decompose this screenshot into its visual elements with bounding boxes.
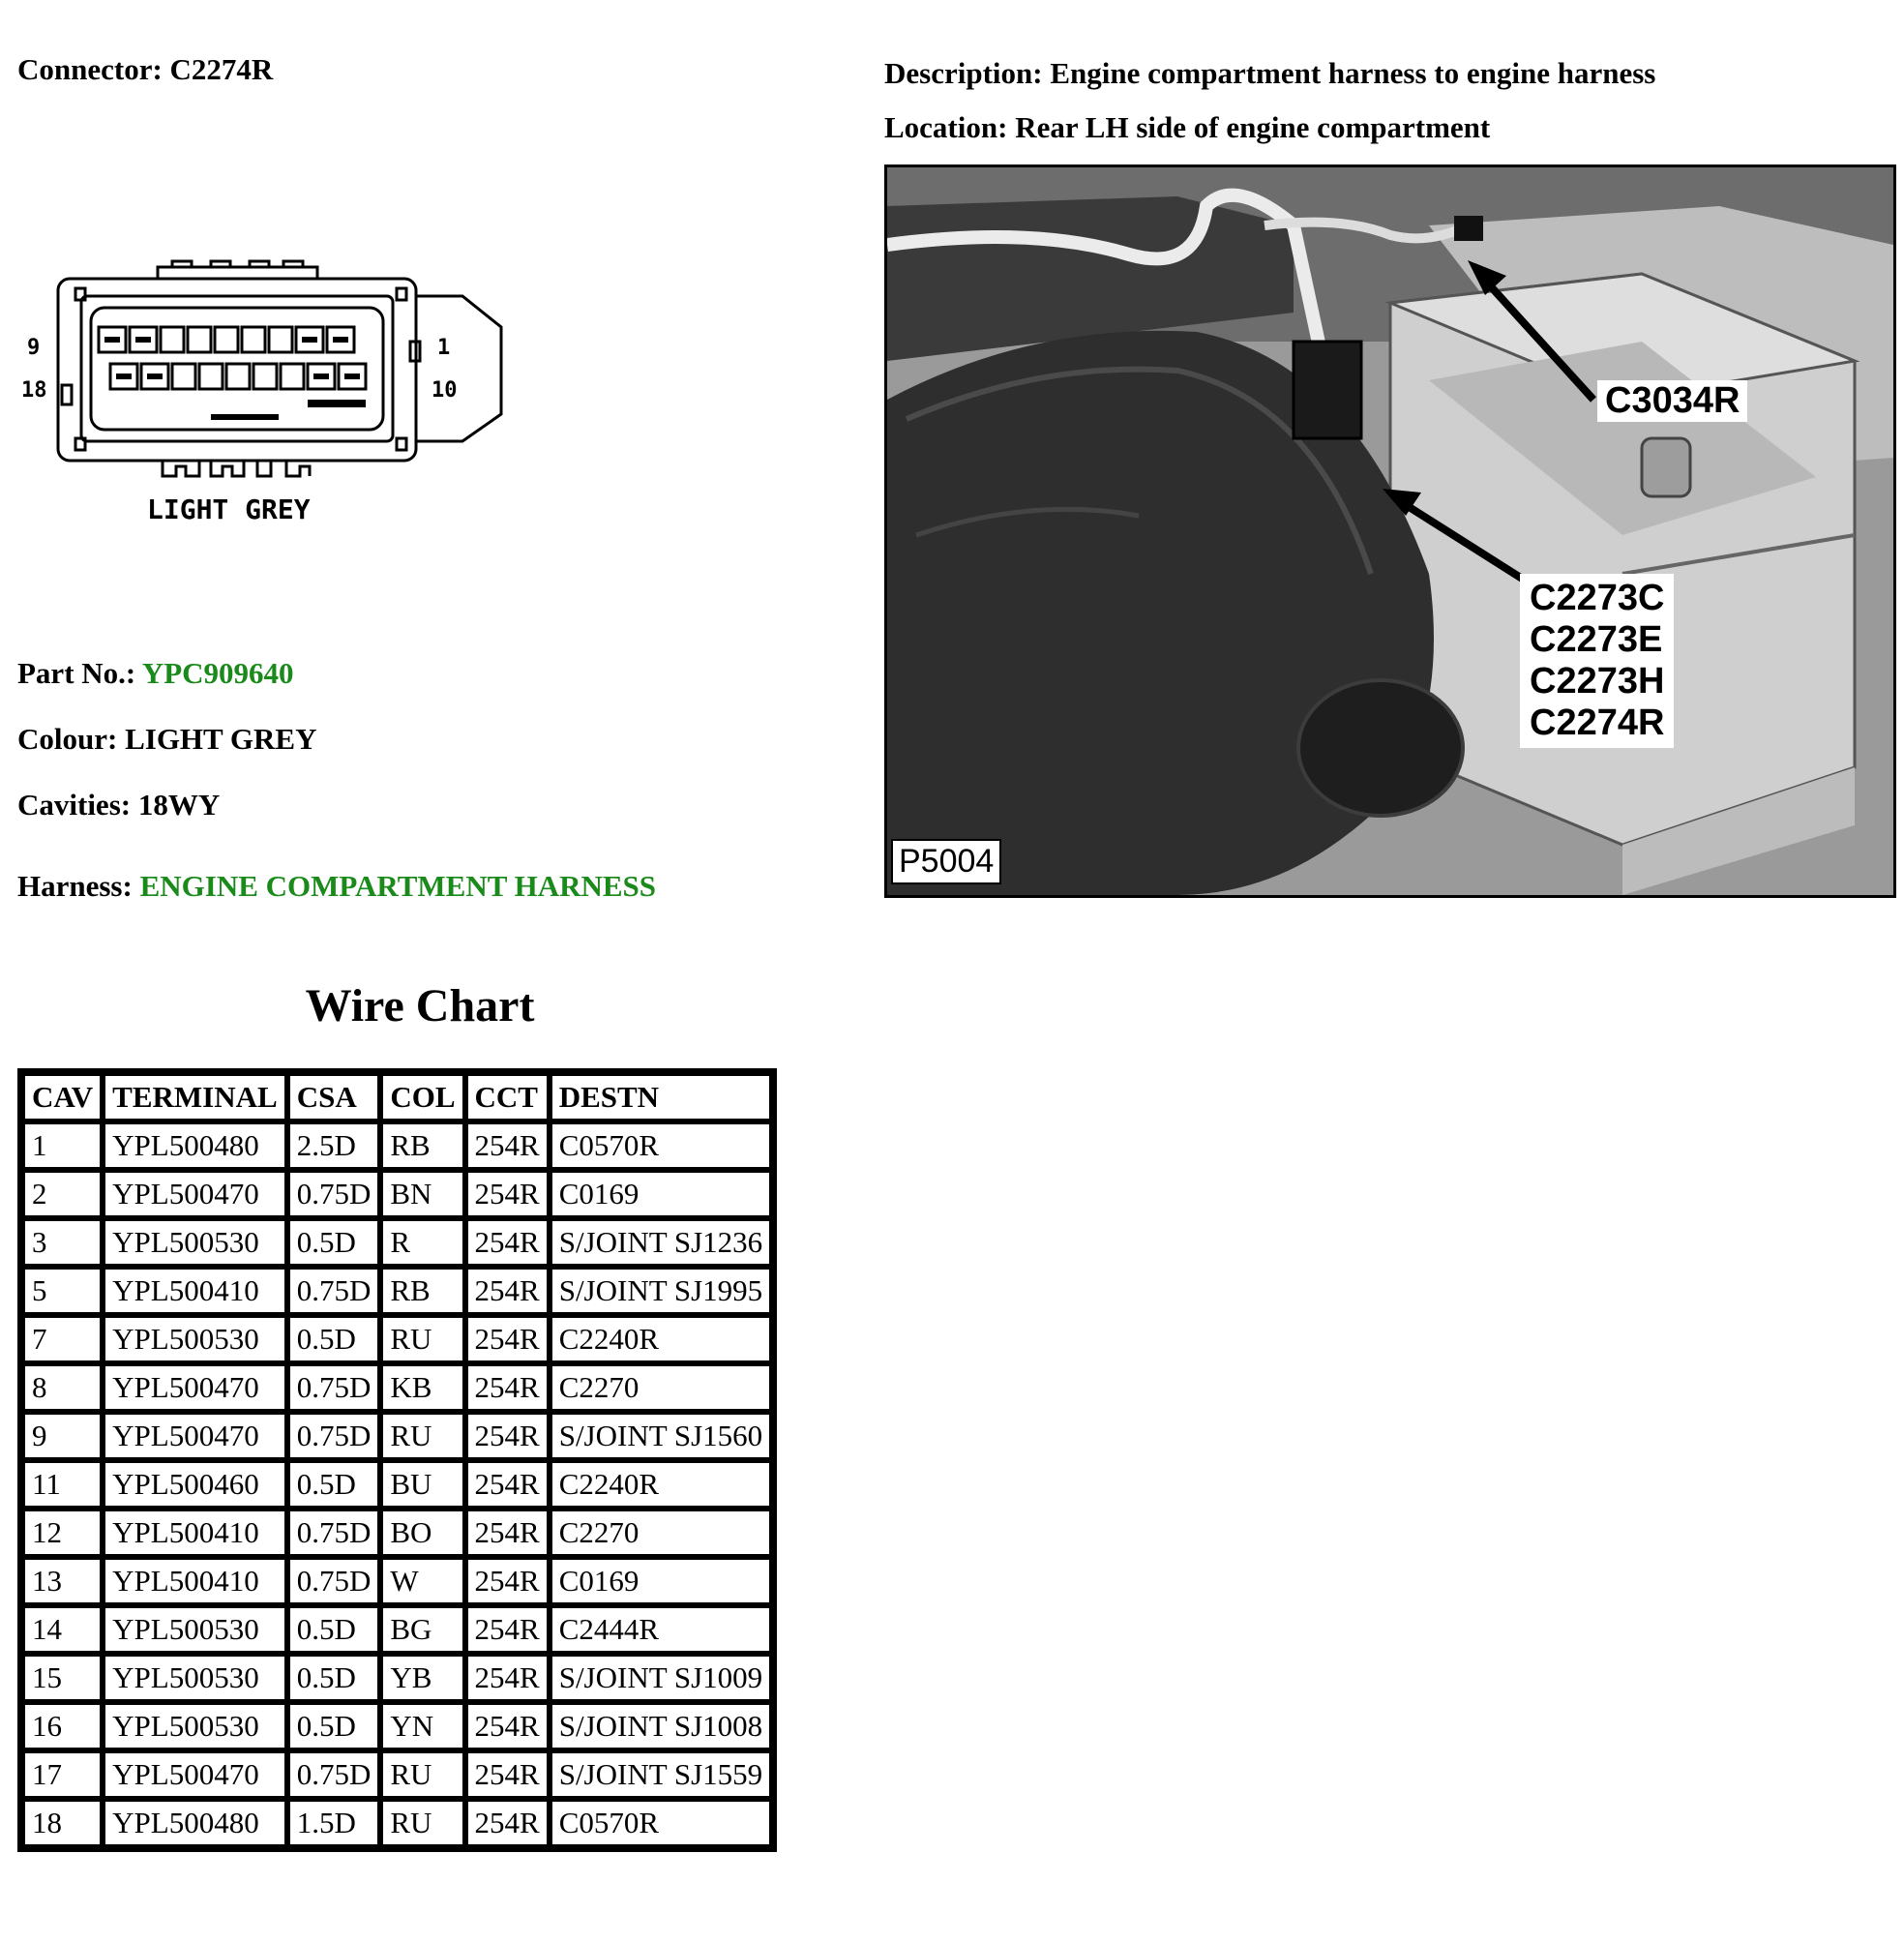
cell-destn: S/JOINT SJ1236 [550, 1218, 772, 1267]
cell-destn: S/JOINT SJ1559 [550, 1750, 772, 1799]
cell-csa: 0.75D [287, 1267, 381, 1315]
engine-bay-illustration [887, 167, 1893, 895]
cell-cav: 17 [22, 1750, 103, 1799]
location-line [884, 110, 1490, 145]
cell-csa: 0.5D [287, 1460, 381, 1509]
cell-destn: C2270 [550, 1363, 772, 1412]
connector-id: C2274R [169, 52, 274, 86]
cell-cct: 254R [465, 1267, 550, 1315]
connector-label: Connector: [17, 52, 163, 86]
figure-id: P5004 [891, 839, 1001, 884]
cell-cav: 2 [22, 1170, 103, 1218]
cell-terminal: YPL500530 [103, 1702, 287, 1750]
part-no-link[interactable]: YPC909640 [141, 656, 294, 690]
cell-col: RU [380, 1799, 464, 1847]
location-label: Location: [884, 110, 1008, 144]
cell-destn: C2240R [550, 1460, 772, 1509]
cell-destn: C2240R [550, 1315, 772, 1363]
cell-cav: 11 [22, 1460, 103, 1509]
cell-terminal: YPL500530 [103, 1315, 287, 1363]
pin-label-10: 10 [431, 378, 458, 403]
cell-col: W [380, 1557, 464, 1605]
callout-connector-id: C2273C [1530, 578, 1665, 618]
cell-csa: 0.5D [287, 1605, 381, 1654]
cell-cct: 254R [465, 1218, 550, 1267]
cell-cct: 254R [465, 1460, 550, 1509]
table-row [22, 1460, 772, 1509]
cell-cct: 254R [465, 1363, 550, 1412]
cell-cav: 14 [22, 1605, 103, 1654]
cell-destn: C0169 [550, 1170, 772, 1218]
cell-csa: 0.75D [287, 1509, 381, 1557]
cell-cav: 13 [22, 1557, 103, 1605]
cell-cct: 254R [465, 1315, 550, 1363]
table-row [22, 1412, 772, 1460]
cell-terminal: YPL500410 [103, 1267, 287, 1315]
cell-cav: 12 [22, 1509, 103, 1557]
wire-chart-body [22, 1121, 772, 1847]
column-header-csa: CSA [287, 1073, 381, 1121]
table-row [22, 1702, 772, 1750]
cell-destn: C0570R [550, 1799, 772, 1847]
cell-csa: 0.75D [287, 1363, 381, 1412]
cell-csa: 0.75D [287, 1412, 381, 1460]
cell-col: BU [380, 1460, 464, 1509]
cell-destn: C0570R [550, 1121, 772, 1170]
callout-connector-id: C2273H [1530, 661, 1665, 702]
cell-csa: 0.75D [287, 1750, 381, 1799]
cell-cav: 8 [22, 1363, 103, 1412]
wire-chart-table [17, 1068, 777, 1852]
cell-cav: 15 [22, 1654, 103, 1702]
cell-destn: S/JOINT SJ1995 [550, 1267, 772, 1315]
cell-cct: 254R [465, 1702, 550, 1750]
cell-csa: 0.5D [287, 1654, 381, 1702]
cell-cav: 3 [22, 1218, 103, 1267]
column-header-col: COL [380, 1073, 464, 1121]
cell-cct: 254R [465, 1654, 550, 1702]
cavities-line [17, 788, 220, 822]
cell-terminal: YPL500470 [103, 1412, 287, 1460]
cell-destn: C2444R [550, 1605, 772, 1654]
cell-csa: 1.5D [287, 1799, 381, 1847]
cell-destn: C2270 [550, 1509, 772, 1557]
harness-link[interactable]: ENGINE COMPARTMENT HARNESS [139, 869, 657, 903]
cell-col: YN [380, 1702, 464, 1750]
column-header-terminal: TERMINAL [103, 1073, 287, 1121]
cell-terminal: YPL500470 [103, 1170, 287, 1218]
cell-cav: 5 [22, 1267, 103, 1315]
cell-cct: 254R [465, 1121, 550, 1170]
cell-cav: 1 [22, 1121, 103, 1170]
connector-face-diagram [17, 250, 521, 540]
cell-col: RU [380, 1315, 464, 1363]
cell-destn: S/JOINT SJ1008 [550, 1702, 772, 1750]
cell-col: BO [380, 1509, 464, 1557]
table-row [22, 1654, 772, 1702]
callout-connector-id: C2273E [1530, 619, 1663, 660]
cell-cct: 254R [465, 1605, 550, 1654]
pin-label-9: 9 [27, 336, 41, 360]
table-row [22, 1799, 772, 1847]
cavities-label: Cavities: [17, 788, 132, 822]
cell-cav: 9 [22, 1412, 103, 1460]
cell-terminal: YPL500530 [103, 1605, 287, 1654]
cell-terminal: YPL500410 [103, 1557, 287, 1605]
cell-csa: 0.5D [287, 1702, 381, 1750]
cell-terminal: YPL500470 [103, 1750, 287, 1799]
table-row [22, 1267, 772, 1315]
wire-chart-header-row [22, 1073, 772, 1121]
description-label: Description: [884, 56, 1043, 90]
cell-terminal: YPL500410 [103, 1509, 287, 1557]
cell-col: BG [380, 1605, 464, 1654]
cell-cct: 254R [465, 1557, 550, 1605]
table-row [22, 1509, 772, 1557]
column-header-destn: DESTN [550, 1073, 772, 1121]
cell-terminal: YPL500480 [103, 1799, 287, 1847]
cell-csa: 0.75D [287, 1557, 381, 1605]
cell-destn: S/JOINT SJ1560 [550, 1412, 772, 1460]
cell-terminal: YPL500470 [103, 1363, 287, 1412]
connector-line [17, 52, 273, 87]
table-row [22, 1363, 772, 1412]
cell-col: RU [380, 1750, 464, 1799]
table-row [22, 1315, 772, 1363]
cell-csa: 0.5D [287, 1315, 381, 1363]
part-no-line [17, 656, 294, 691]
harness-line [17, 869, 656, 904]
wire-chart-title: Wire Chart [305, 980, 535, 1031]
cavities-value: 18WY [137, 788, 221, 822]
colour-line [17, 722, 316, 757]
cell-cav: 7 [22, 1315, 103, 1363]
cell-col: YB [380, 1654, 464, 1702]
callout-connector-group [1520, 574, 1674, 748]
table-row [22, 1121, 772, 1170]
cell-cct: 254R [465, 1750, 550, 1799]
cell-destn: S/JOINT SJ1009 [550, 1654, 772, 1702]
description-line [884, 56, 1655, 91]
colour-label: Colour: [17, 722, 118, 756]
cell-col: RB [380, 1267, 464, 1315]
table-row [22, 1170, 772, 1218]
cell-terminal: YPL500530 [103, 1654, 287, 1702]
cell-cct: 254R [465, 1799, 550, 1847]
pin-label-1: 1 [437, 336, 451, 360]
cell-col: R [380, 1218, 464, 1267]
cell-csa: 0.5D [287, 1218, 381, 1267]
column-header-cav: CAV [22, 1073, 103, 1121]
cell-cct: 254R [465, 1170, 550, 1218]
table-row [22, 1605, 772, 1654]
harness-label: Harness: [17, 869, 133, 903]
cell-col: RU [380, 1412, 464, 1460]
cell-col: RB [380, 1121, 464, 1170]
diagram-colour-caption: LIGHT GREY [147, 493, 311, 525]
colour-value: LIGHT GREY [125, 722, 317, 756]
cell-cav: 18 [22, 1799, 103, 1847]
pin-label-18: 18 [21, 378, 47, 403]
location-value: Rear LH side of engine compartment [1015, 110, 1491, 144]
cell-csa: 0.75D [287, 1170, 381, 1218]
cell-destn: C0169 [550, 1557, 772, 1605]
cell-cav: 16 [22, 1702, 103, 1750]
cell-terminal: YPL500530 [103, 1218, 287, 1267]
callout-c3034r: C3034R [1597, 380, 1747, 422]
cell-csa: 2.5D [287, 1121, 381, 1170]
cell-cct: 254R [465, 1412, 550, 1460]
cell-terminal: YPL500460 [103, 1460, 287, 1509]
table-row [22, 1218, 772, 1267]
cell-col: KB [380, 1363, 464, 1412]
column-header-cct: CCT [465, 1073, 550, 1121]
cell-cct: 254R [465, 1509, 550, 1557]
location-photo [884, 164, 1896, 898]
cell-col: BN [380, 1170, 464, 1218]
callout-connector-id: C2274R [1530, 702, 1665, 743]
part-no-label: Part No.: [17, 656, 136, 690]
table-row [22, 1750, 772, 1799]
table-row [22, 1557, 772, 1605]
cell-terminal: YPL500480 [103, 1121, 287, 1170]
description-value: Engine compartment harness to engine harness [1050, 56, 1656, 90]
